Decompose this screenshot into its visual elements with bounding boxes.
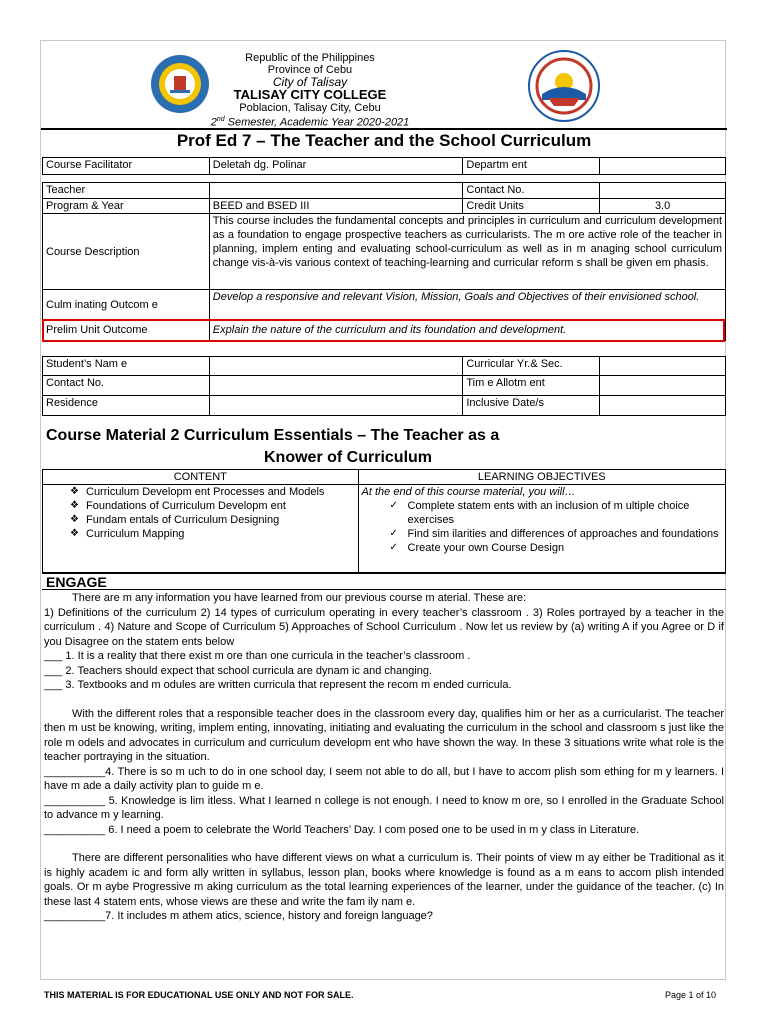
- course-material-title: Course Material 2 Curriculum Essentials – The Teacher as a Knower of Curriculum: [46, 427, 500, 466]
- prelim-label: Prelim Unit Outcome: [43, 320, 210, 341]
- contact-label: Contact No.: [463, 183, 600, 199]
- college-name: TALISAY CITY COLLEGE: [233, 87, 387, 102]
- student-info-table: [42, 356, 726, 416]
- facilitator-label: Course Facilitator: [43, 158, 210, 175]
- statement-1: ___ 1. It is a reality that there exist m ore than one curricula in the teacher’s classroom .: [44, 650, 471, 662]
- objectives-list-cell: [358, 485, 725, 573]
- department-value: [600, 158, 726, 175]
- culminating-label: Culm inating Outcom e: [43, 290, 210, 320]
- list-item: ✓ Find sim ilarities and differences of approaches and foundations: [389, 528, 719, 540]
- inclusive-dates-field[interactable]: [600, 396, 726, 416]
- province-text: Province of Cebu: [267, 64, 353, 76]
- checkmark-icon: ✓: [389, 528, 398, 539]
- checkmark-icon: ✓: [389, 542, 398, 553]
- diamond-bullet-icon: ❖: [70, 514, 79, 525]
- inclusive-dates-label: Inclusive Date/s: [463, 396, 600, 416]
- city-text: City of Talisay: [272, 75, 348, 89]
- content-list-cell: [43, 485, 359, 573]
- time-allotment-field[interactable]: [600, 376, 726, 396]
- school-header: [150, 52, 470, 129]
- content-objectives-table: [42, 469, 726, 573]
- engage-recap: 1) Definitions of the curriculum 2) 14 types of curriculum operating in every teacher’s classroom . 3) Roles portrayed by a teacher in the curriculum . 4) Nature and Scope of Curriculum 5) Approaches of School Curriculum . Now let us review by (a) writing A if you Agree or D if you Disagree on the statem ents below: [44, 606, 724, 648]
- curricular-label: Curricular Yr.& Sec.: [463, 357, 600, 376]
- engage-intro: There are m any information you have learned from our previous course m aterial. These are:: [72, 592, 527, 604]
- description-value: This course includes the fundamental concepts and principles in curriculum and curriculum development as a foundation to engage prospective teachers as curricularists. The m ore active role of the teacher in planning, implem enting and evaluating school-curriculum as well as in m anaging school curriculum change vis-à-vis various context of teaching-learning and curricular reform s shall be given em phasis.: [209, 214, 725, 290]
- republic-text: Republic of the Philippines: [245, 52, 375, 64]
- list-item: ✓ Create your own Course Design: [389, 542, 565, 554]
- views-paragraph: There are different personalities who have different views on what a curriculum is. Their points of view m ay either be Traditional as it is highly academ ic and form ally written in syllabus, lesson plan, books where knowledge is found as a m eans to accom plish intended goals. Or m aybe Progressive m aking curriculum as the total learning experiences of the learner, under the guidance of the teacher. (c) In these last 4 statem ents, whose views are these and write the fam ily nam e.: [44, 852, 724, 908]
- engage-heading-bar: [42, 573, 726, 590]
- page-number: Page 1 of 10: [664, 990, 716, 1000]
- program-label: Program & Year: [43, 199, 210, 214]
- statement-7: __________7. It includes m athem atics, science, history and foreign language?: [44, 910, 433, 922]
- city-seal-logo: [528, 50, 600, 122]
- list-item: ❖ Foundations of Curriculum Developm ent: [70, 500, 286, 512]
- page-title: Prof Ed 7 – The Teacher and the School Curriculum: [176, 131, 592, 150]
- program-value: BEED and BSED III: [209, 199, 463, 214]
- engage-body: [44, 591, 724, 924]
- diamond-bullet-icon: ❖: [70, 500, 79, 511]
- time-allotment-label: Tim e Allotm ent: [463, 376, 600, 396]
- diamond-bullet-icon: ❖: [70, 528, 79, 539]
- description-label: Course Description: [43, 214, 210, 290]
- checkmark-icon: ✓: [389, 500, 398, 511]
- statement-5: __________ 5. Knowledge is lim itless. What I learned n college is not enough. I need to know m ore, so I enrolled in the Graduate School to advance m y learning.: [44, 794, 724, 821]
- teacher-value: [209, 183, 463, 199]
- contact-value: [600, 183, 726, 199]
- course-info-table: [42, 157, 726, 175]
- prelim-value: Explain the nature of the curriculum and its foundation and development.: [209, 320, 725, 341]
- statement-2: ___ 2. Teachers should expect that school curricula are dynam ic and changing.: [44, 664, 433, 677]
- facilitator-value: Deletah dg. Polinar: [209, 158, 463, 175]
- list-item: ❖ Fundam entals of Curriculum Designing: [70, 514, 280, 526]
- list-item: ❖ Curriculum Developm ent Processes and Models: [70, 486, 325, 498]
- residence-label: Residence: [43, 396, 210, 416]
- title-divider: [41, 128, 727, 130]
- student-contact-label: Contact No.: [43, 376, 210, 396]
- footer-notice: THIS MATERIAL IS FOR EDUCATIONAL USE ONLY AND NOT FOR SALE.: [44, 990, 354, 1000]
- semester-text: 2nd Semester, Academic Year 2020-2021: [210, 116, 410, 129]
- content-header: CONTENT: [43, 470, 359, 485]
- list-item: ❖ Curriculum Mapping: [70, 528, 185, 540]
- statement-6: __________ 6. I need a poem to celebrate the World Teachers’ Day. I com posed one to be used in m y class in Literature.: [44, 823, 640, 836]
- student-contact-field[interactable]: [209, 376, 463, 396]
- credit-label: Credit Units: [463, 199, 600, 214]
- statement-4: __________4. There is so m uch to do in one school day, I seem not able to do all, but I have to accom plish som ething for m y learners. I have m ade a daily activity plan to guide m e.: [44, 765, 724, 792]
- content-list: [46, 485, 355, 541]
- statement-3: ___ 3. Textbooks and m odules are written curricula that represent the recom m ended curricula.: [44, 679, 512, 691]
- student-name-field[interactable]: [209, 357, 463, 376]
- culminating-value: Develop a responsive and relevant Vision, Mission, Goals and Objectives of their envisioned school.: [209, 290, 725, 320]
- credit-value: 3.0: [600, 199, 726, 214]
- address-text: Poblacion, Talisay City, Cebu: [239, 102, 381, 114]
- objectives-list: [362, 499, 722, 555]
- objectives-header: LEARNING OBJECTIVES: [358, 470, 725, 485]
- course-details-table: [42, 182, 726, 341]
- student-name-label: Student’s Nam e: [43, 357, 210, 376]
- objectives-intro: At the end of this course material, you will…: [361, 486, 576, 498]
- teacher-label: Teacher: [43, 183, 210, 199]
- engage-heading: ENGAGE: [46, 574, 107, 590]
- diamond-bullet-icon: ❖: [70, 486, 79, 497]
- list-item: ✓ Complete statem ents with an inclusion of m ultiple choice exercises: [389, 500, 690, 526]
- residence-field[interactable]: [209, 396, 463, 416]
- department-label: Departm ent: [463, 158, 600, 175]
- roles-paragraph: With the different roles that a responsible teacher does in the classroom every day, qualifies him or her as a curricularist. The teacher then m ust be knowing, writing, implem enting, innovating, initiating and evaluating the curriculum in the school and classroom s just like the role m odels and advocates in curriculum and curriculum developm ent who have shown the way. In these 3 situations write what role is the teacher portraying in the situation.: [44, 707, 724, 763]
- curricular-field[interactable]: [600, 357, 726, 376]
